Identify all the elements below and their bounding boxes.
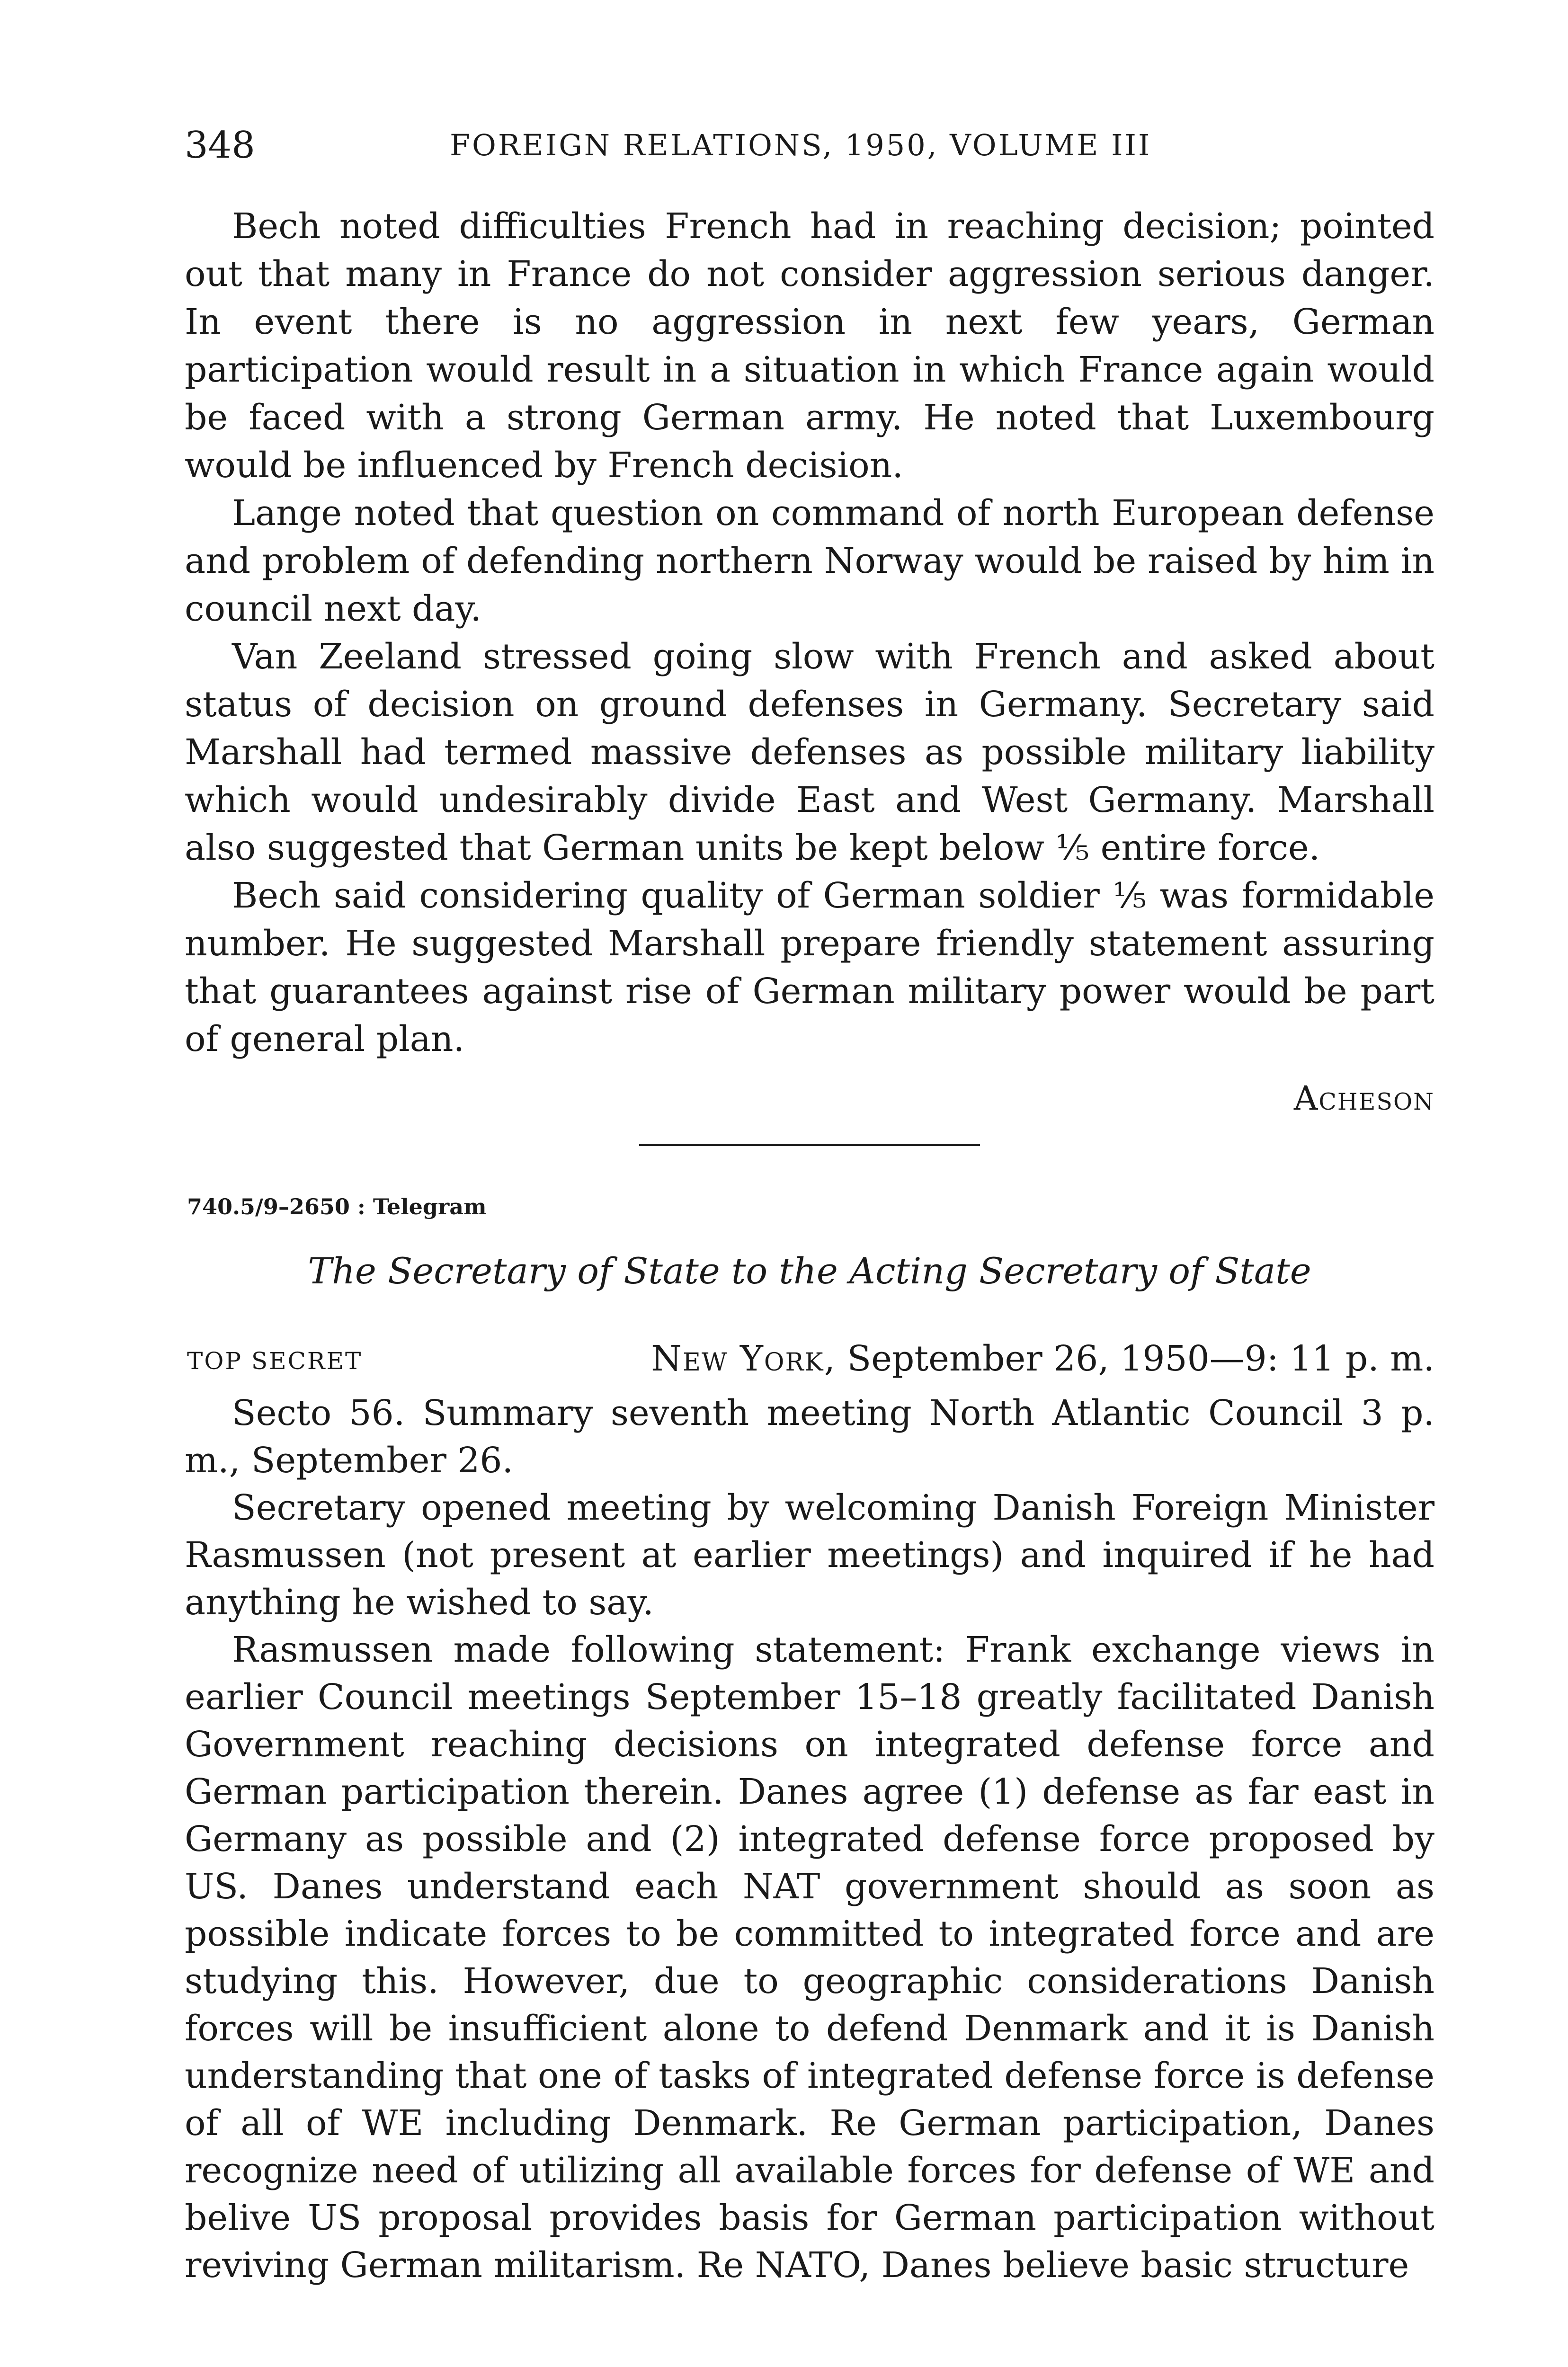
paragraph: Bech noted difficulties French had in reaching decision; pointed out that many in France do not consider aggression serious danger. In event there is no aggression in next few years, German participation would result in a situation in which France again would be faced with a strong German army. He noted that Luxembourg would be influenced by French decision. (185, 206, 1434, 486)
dateline (651, 1335, 1434, 1382)
paragraph: Lange noted that question on command of north European defense and problem of defending northern Norway would be raised by him in council next day. (185, 493, 1434, 629)
section-divider (639, 1144, 980, 1146)
page-number: 348 (185, 124, 255, 167)
previous-document-body (185, 203, 1434, 1063)
running-header (185, 119, 1434, 171)
signature: Acheson (1293, 1079, 1434, 1118)
document-body (185, 1389, 1434, 2289)
paragraph: Secto 56. Summary seventh meeting North Atlantic Council 3 p. m., September 26. (185, 1393, 1434, 1481)
document-title: The Secretary of State to the Acting Secretary of State (308, 1250, 1311, 1292)
paragraph: Secretary opened meeting by welcoming Danish Foreign Minister Rasmussen (not present at earlier meetings) and inquired if he had anything he wished to say. (185, 1487, 1434, 1623)
paragraph: Van Zeeland stressed going slow with French and asked about status of decision on ground defenses in Germany. Secretary said Marshall had termed massive defenses as possible military liability which would undesirably divide East and West Germany. Marshall also suggested that German units be kept below ⅕ entire force. (185, 636, 1434, 868)
dateline-date: September 26, 1950—9: 11 p. m. (847, 1338, 1434, 1379)
classification-marking: TOP SECRET (187, 1347, 363, 1375)
dateline-place: New York, (651, 1338, 836, 1379)
paragraph: Rasmussen made following statement: Frank exchange views in earlier Council meetings September 15–18 greatly facilitated Danish Government reaching decisions on integrated defense force and German participation therein. Danes agree (1) defense as far east in Germany as possible and (2) integrated defense force proposed by US. Danes understand each NAT government should as soon as possible indicate forces to be committed to integrated force and are studying this. However, due to geographic considerations Danish forces will be insufficient alone to defend Denmark and it is Danish understanding that one of tasks of integrated defense force is defense of all of WE including Denmark. Re German participation, Danes recognize need of utilizing all available forces for defense of WE and belive US proposal provides basis for German participation without reviving German militarism. Re NATO, Danes believe basic structure (185, 1629, 1434, 2286)
paragraph: Bech said considering quality of German soldier ⅕ was formidable number. He suggested Marshall prepare friendly statement assuring that guarantees against rise of German military power would be part of general plan. (185, 875, 1434, 1059)
running-title: FOREIGN RELATIONS, 1950, VOLUME III (450, 128, 1152, 162)
file-reference: 740.5/9–2650 : Telegram (187, 1194, 487, 1219)
